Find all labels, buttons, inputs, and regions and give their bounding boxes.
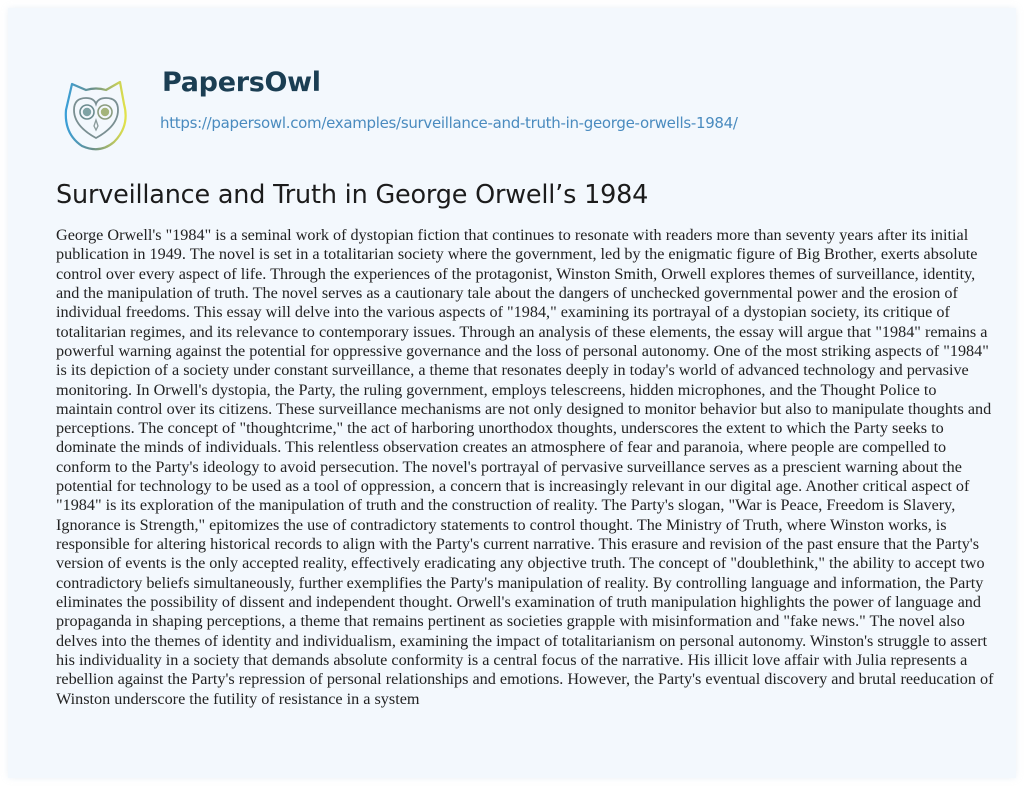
article-body [56, 226, 1024, 709]
page-url-link[interactable]: https://papersowl.com/examples/surveillance-and-truth-in-george-orwells-1984/ [160, 114, 738, 132]
body-line: delves into the themes of identity and individualism, examining the impact of totalitarianism on personal autonomy. Winston's struggle to assert [56, 631, 988, 650]
body-line: individual freedoms. This essay will delve into the various aspects of "1984," examining its portrayal of a dystopian society, its critique of [56, 303, 950, 322]
body-line: responsible for altering historical records to align with the Party's current narrative. This erasure and revision of the past ensure that the Party's [56, 535, 980, 553]
body-line: "1984" is its exploration of the manipulation of truth and the construction of reality. The Party's slogan, "War is Peace, Freedom is Slavery, [56, 496, 956, 515]
brand-name[interactable]: PapersOwl [162, 67, 321, 98]
body-line: contradictory beliefs simultaneously, further exemplifies the Party's manipulation of reality. By controlling language and information, the Party [56, 573, 984, 592]
body-line: is its depiction of a society under constant surveillance, a theme that resonates deeply in today's world of advanced technology and pervasive [56, 361, 969, 380]
body-line: conform to the Party's ideology to avoid persecution. The novel's portrayal of pervasive surveillance serves as a prescient warning about the [56, 457, 962, 476]
body-line: and the manipulation of truth. The novel serves as a cautionary tale about the dangers of unchecked governmental power and the erosion of [56, 283, 958, 302]
body-line: rebellion against the Party's repression of personal relationships and emotions. However, the Party's eventual discovery and brutal reeducation of [56, 670, 994, 689]
body-line: totalitarian regimes, and its relevance to contemporary issues. Through an analysis of these elements, the essay will argue that "1984" remains a [56, 322, 988, 341]
page-frame [8, 8, 1016, 778]
body-line: monitoring. In Orwell's dystopia, the Party, the ruling government, employs telescreens, hidden microphones, and the Thought Police to [56, 380, 937, 399]
body-line: dominate the minds of individuals. This relentless observation creates an atmosphere of fear and paranoia, where people are compelled to [56, 438, 947, 457]
body-line: publication in 1949. The novel is set in a totalitarian society where the government, led by the enigmatic figure of Big Brother, exerts absolute [56, 245, 978, 264]
body-line: powerful warning against the potential for oppressive governance and the loss of personal autonomy. One of the most striking aspects of "1984" [56, 341, 989, 360]
body-line: Winston underscore the futility of resistance in a system [56, 689, 420, 708]
body-line: eliminates the possibility of dissent and independent thought. Orwell's examination of truth manipulation highlights the power of language and [56, 592, 981, 611]
body-line: George Orwell's "1984" is a seminal work of dystopian fiction that continues to resonate with readers more than seventy years after its initial [56, 226, 969, 244]
body-line: control over every aspect of life. Through the experiences of the protagonist, Winston Smith, Orwell explores themes of surveillance, identity, [56, 264, 976, 283]
body-line: potential for technology to be used as a tool of oppression, a concern that is increasingly relevant in our digital age. Another critical aspect of [56, 477, 970, 496]
body-line: perceptions. The concept of "thoughtcrime," the act of harboring unorthodox thoughts, underscores the extent to which the Party seeks to [56, 419, 944, 438]
body-line: maintain control over its citizens. These surveillance mechanisms are not only designed to monitor behavior but also to manipulate thoughts and [56, 399, 992, 418]
body-line: propaganda in shaping perceptions, a theme that remains pertinent as societies grapple with misinformation and "fake news." The novel also [56, 612, 965, 631]
body-line: Ignorance is Strength," epitomizes the use of contradictory statements to control thought. The Ministry of Truth, where Winston works, is [56, 515, 947, 534]
owl-logo-icon [58, 74, 134, 156]
body-line: his individuality in a society that demands absolute conformity is a central focus of the narrative. His illicit love affair with Julia represents a [56, 650, 968, 669]
page-title: Surveillance and Truth in George Orwell’s 1984 [56, 180, 649, 210]
body-line: version of events is the only accepted reality, effectively eradicating any objective truth. The concept of "doublethink," the ability to accept two [56, 554, 985, 573]
